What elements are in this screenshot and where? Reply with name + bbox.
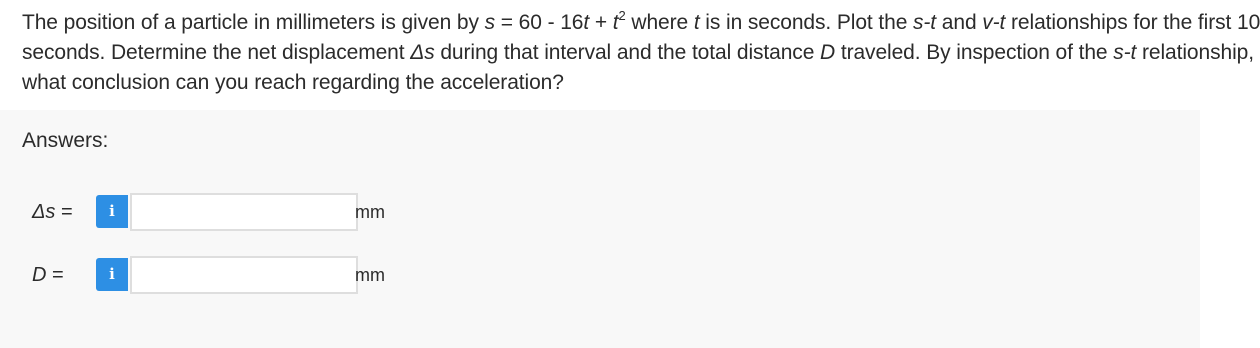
d-answer-input[interactable] xyxy=(130,256,358,294)
vt-term: v-t xyxy=(982,11,1006,34)
st-term: s-t xyxy=(1113,41,1137,64)
question-text-fragment: seconds. Determine the net displacement xyxy=(22,41,411,64)
question-text-fragment: is in seconds. Plot the xyxy=(699,11,914,34)
equals-sign: = xyxy=(46,264,64,286)
delta-s-answer-input[interactable] xyxy=(130,193,358,231)
answer-row-d xyxy=(0,255,1200,295)
question-text-fragment: = 60 - 16 xyxy=(495,11,584,34)
unit-label: mm xyxy=(355,202,385,222)
exponent: 2 xyxy=(618,8,626,23)
question-text-fragment: relationships for the first 10 xyxy=(1005,11,1260,34)
question-text-fragment: traveled. By inspection of the xyxy=(835,41,1114,64)
st-term: s-t xyxy=(913,11,937,34)
var-s: s xyxy=(484,11,496,34)
question-text-fragment: during that interval and the total distance xyxy=(434,41,821,64)
question-text-fragment: and xyxy=(936,11,983,34)
question-text-fragment: relationship, xyxy=(1136,41,1254,64)
question-text xyxy=(22,8,1260,98)
var-t: t xyxy=(612,11,619,34)
answers-section xyxy=(0,110,1200,348)
var-t: t xyxy=(693,11,700,34)
question-line-3: what conclusion can you reach regarding the acceleration? xyxy=(22,71,564,94)
question-text-fragment: where xyxy=(625,11,694,34)
var-t: t xyxy=(583,11,590,34)
answer-label-delta-s xyxy=(32,200,73,224)
equals-sign: = xyxy=(55,201,73,223)
answer-variable: D xyxy=(32,264,47,286)
question-line-1 xyxy=(22,8,1260,38)
info-icon[interactable]: i xyxy=(96,258,128,291)
answer-label-d xyxy=(32,263,64,287)
var-delta-s: Δs xyxy=(410,41,435,64)
answer-row-delta-s xyxy=(0,192,1200,232)
question-text-fragment: + xyxy=(589,11,613,34)
info-icon[interactable]: i xyxy=(96,195,128,228)
question-line-2 xyxy=(22,38,1254,68)
unit-label: mm xyxy=(355,265,385,285)
answer-variable: Δs xyxy=(32,201,56,223)
answers-heading: Answers: xyxy=(22,129,109,152)
question-text-fragment: The position of a particle in millimeters is given by xyxy=(22,11,485,34)
var-d: D xyxy=(820,41,836,64)
